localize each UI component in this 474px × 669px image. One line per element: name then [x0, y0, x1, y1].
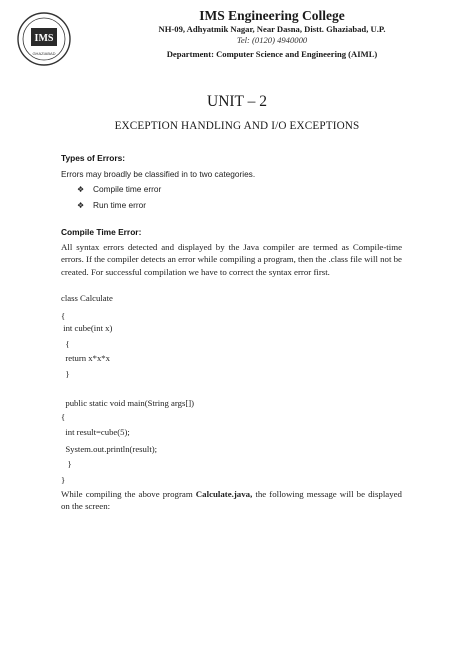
- bullet-item: [77, 184, 161, 194]
- unit-title: UNIT – 2: [207, 93, 267, 110]
- unit-subtitle: EXCEPTION HANDLING AND I/O EXCEPTIONS: [114, 120, 360, 132]
- compile-time-error-heading: Compile Time Error:: [61, 227, 142, 237]
- code-line: {: [61, 339, 70, 349]
- closing-paragraph: [61, 488, 402, 513]
- department-name: Department: Computer Science and Engineering (AIML): [166, 49, 378, 59]
- college-address: NH-09, Adhyatmik Nagar, Near Dasna, Distt. Ghaziabad, U.P.: [158, 24, 386, 34]
- code-line: }: [61, 475, 66, 485]
- closing-text-start: While compiling the above program: [61, 489, 196, 499]
- closing-text-end: the following message will be displayed on the screen:: [61, 489, 402, 512]
- code-line: }: [61, 369, 70, 379]
- letterhead: [10, 8, 464, 70]
- diamond-bullet-icon: ❖: [77, 200, 85, 210]
- code-line: System.out.println(result);: [61, 444, 158, 454]
- code-line: int cube(int x): [61, 323, 113, 333]
- code-line: int result=cube(5);: [61, 427, 130, 437]
- svg-text:GHAZIABAD: GHAZIABAD: [32, 51, 56, 56]
- bullet-text: Compile time error: [93, 184, 162, 194]
- code-line: {: [61, 311, 66, 321]
- code-line: {: [61, 412, 66, 422]
- bullet-text: Run time error: [93, 200, 147, 210]
- code-line: class Calculate: [61, 293, 113, 303]
- bullet-item: [77, 200, 146, 210]
- letterhead-text: [80, 8, 464, 61]
- college-telephone: Tel: (0120) 4940000: [236, 35, 308, 45]
- file-name-bold: Calculate.java,: [195, 489, 253, 499]
- compile-time-error-paragraph: All syntax errors detected and displayed by the Java compiler are termed as Compile-time errors. If the compiler detects an error while compiling a program, then the .class file will not be created. For successful compilation we have to correct the syntax error first.: [61, 242, 402, 277]
- types-of-errors-intro: Errors may broadly be classified in to two categories.: [61, 169, 256, 179]
- code-line: return x*x*x: [61, 353, 110, 363]
- code-line: public static void main(String args[]): [61, 398, 195, 408]
- college-logo-icon: [16, 10, 72, 68]
- college-name: IMS Engineering College: [199, 8, 345, 23]
- svg-text:IMS: IMS: [34, 33, 54, 44]
- diamond-bullet-icon: ❖: [77, 184, 85, 194]
- code-line: }: [61, 459, 72, 469]
- types-of-errors-heading: Types of Errors:: [61, 153, 126, 163]
